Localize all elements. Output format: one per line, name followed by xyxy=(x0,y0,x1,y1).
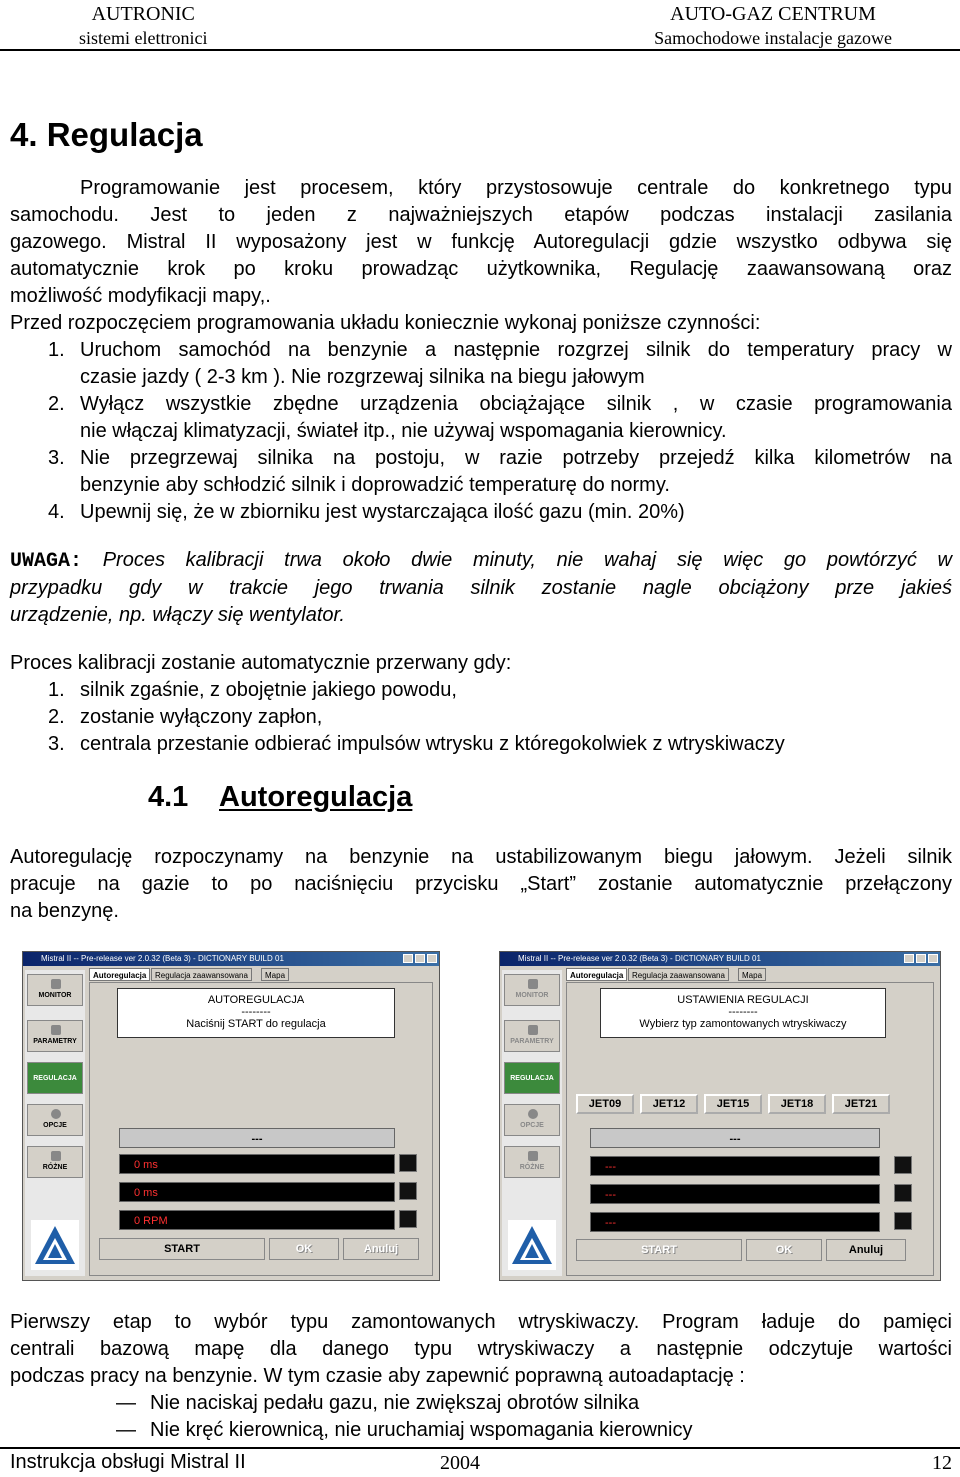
step-line: benzynie aby schłodzić silnik i doprowadzić temperaturę do normy. xyxy=(80,474,670,496)
cancel-button[interactable]: Anuluj xyxy=(343,1238,419,1260)
indicator-square xyxy=(894,1156,912,1174)
indicator-square xyxy=(399,1154,417,1172)
sidebar-regulacja[interactable] xyxy=(504,1062,560,1094)
wrench-icon xyxy=(51,1025,61,1035)
sidebar-opcje[interactable] xyxy=(504,1104,560,1136)
header-right xyxy=(654,2,892,50)
sidebar-monitor[interactable] xyxy=(27,974,83,1006)
start-button[interactable]: START xyxy=(99,1238,265,1260)
status-field: --- xyxy=(590,1128,880,1148)
stage-line: centrali bazową mapę dla danego typu wtryskiwaczy a następnie odczytuje wartości xyxy=(10,1338,952,1360)
intro-line: automatycznie krok po kroku prowadząc użytkownika, Regulację zaawansowaną oraz xyxy=(10,258,952,280)
info-separator: -------- xyxy=(241,1006,271,1018)
sidebar-label: PARAMETRY xyxy=(510,1038,554,1045)
stage-line: Pierwszy etap to wybór typu zamontowanych wtryskiwaczy. Program ładuje do pamięci xyxy=(10,1311,952,1333)
monitor-icon xyxy=(528,979,538,989)
step-line: czasie jazdy ( 2-3 km ). Nie rozgrzewaj silnika na biegu jałowym xyxy=(80,366,645,388)
section-title: 4. Regulacja xyxy=(10,116,203,153)
jet09-button[interactable]: JET09 xyxy=(576,1094,634,1114)
bullet-item xyxy=(10,1390,952,1417)
info-separator: -------- xyxy=(728,1006,758,1018)
sidebar-label: REGULACJA xyxy=(33,1075,77,1082)
sidebar-label: RÓŻNE xyxy=(519,1164,545,1171)
value-field-injection: 0 ms xyxy=(119,1154,395,1174)
value-field: --- xyxy=(590,1212,880,1232)
minimize-icon[interactable] xyxy=(403,954,413,963)
stage-paragraph xyxy=(10,1309,952,1444)
stage-line: podczas pracy na benzynie. W tym czasie aby zapewnić poprawną autoadaptację : xyxy=(10,1365,745,1387)
warning-block xyxy=(10,547,952,629)
screenshot-ustawienia xyxy=(499,951,941,1281)
jet15-button[interactable]: JET15 xyxy=(704,1094,762,1114)
abort-item xyxy=(10,731,952,758)
bullet-dash: — xyxy=(116,1419,136,1441)
sidebar-rozne[interactable] xyxy=(504,1146,560,1178)
step-item xyxy=(10,445,952,499)
abort-text: centrala przestanie odbierać impulsów wtrysku z któregokolwiek z wtryskiwaczy xyxy=(80,733,785,755)
abort-number: 3. xyxy=(48,733,65,755)
abort-item xyxy=(10,677,952,704)
step-line: Wyłącz wszystkie zbędne urządzenia obciążające silnik , w czasie programowania xyxy=(80,393,952,415)
close-icon[interactable] xyxy=(928,954,938,963)
step-number: 3. xyxy=(48,447,65,469)
window-title: Mistral II -- Pre-release ver 2.0.32 (Beta 3) - DICTIONARY BUILD 01 xyxy=(500,952,940,966)
abort-number: 2. xyxy=(48,706,65,728)
step-number: 1. xyxy=(48,339,65,361)
window-title: Mistral II -- Pre-release ver 2.0.32 (Beta 3) - DICTIONARY BUILD 01 xyxy=(23,952,439,966)
tools-icon xyxy=(51,1151,61,1161)
indicator-square xyxy=(399,1210,417,1228)
autoreg-line: pracuje na gazie to po naciśnięciu przycisku „Start” zostanie automatycznie przełączony xyxy=(10,873,952,895)
before-heading: Przed rozpoczęciem programowania układu koniecznie wykonaj poniższe czynności: xyxy=(10,312,761,334)
sidebar-label: PARAMETRY xyxy=(33,1038,77,1045)
warning-line: Proces kalibracji trwa około dwie minuty, nie wahaj się więc go powtórzyć w xyxy=(82,549,952,571)
start-button[interactable]: START xyxy=(576,1239,742,1261)
autoreg-line: Autoregulację rozpoczynamy na benzynie na ustabilizowanym biegu jałowym. Jeżeli silnik xyxy=(10,846,952,868)
header-left-title: AUTRONIC xyxy=(91,3,195,25)
tab-mapa[interactable]: Mapa xyxy=(261,968,289,981)
sidebar-label: OPCJE xyxy=(43,1122,67,1129)
warning-label: UWAGA: xyxy=(10,550,83,573)
step-number: 2. xyxy=(48,393,65,415)
tab-regulacja-zaawansowana[interactable]: Regulacja zaawansowana xyxy=(628,968,729,981)
info-box xyxy=(117,988,395,1038)
indicator-square xyxy=(894,1212,912,1230)
abort-item xyxy=(10,704,952,731)
abort-text: zostanie wyłączony zapłon, xyxy=(80,706,323,728)
header-left-subtitle: sistemi elettronici xyxy=(79,28,208,48)
info-title: USTAWIENIA REGULACJI xyxy=(677,994,809,1006)
intro-line: samochodu. Jest to jeden z najważniejszych etapów podczas instalacji zasilania xyxy=(10,204,952,226)
sidebar-label: MONITOR xyxy=(515,992,549,999)
ok-button[interactable]: OK xyxy=(269,1238,339,1260)
step-line: Uruchom samochód na benzynie a następnie rozgrzej silnik do temperatury pracy w xyxy=(80,339,952,361)
autoreg-line: na benzynę. xyxy=(10,900,119,922)
footer-year: 2004 xyxy=(440,1452,480,1474)
autoreg-paragraph xyxy=(10,844,952,925)
value-field: --- xyxy=(590,1184,880,1204)
status-field: --- xyxy=(119,1128,395,1148)
sidebar xyxy=(25,970,85,1276)
value-field-time: 0 ms xyxy=(119,1182,395,1202)
tab-regulacja-zaawansowana[interactable]: Regulacja zaawansowana xyxy=(151,968,252,981)
jet21-button[interactable]: JET21 xyxy=(832,1094,890,1114)
sidebar-opcje[interactable] xyxy=(27,1104,83,1136)
abort-block xyxy=(10,650,952,758)
sidebar-monitor[interactable] xyxy=(504,974,560,1006)
step-item xyxy=(10,337,952,391)
bullet-dash: — xyxy=(116,1392,136,1414)
tools-icon xyxy=(528,1151,538,1161)
header-right-title: AUTO-GAZ CENTRUM xyxy=(670,3,876,25)
abort-text: silnik zgaśnie, z obojętnie jakiego powodu, xyxy=(80,679,457,701)
sidebar-parametry[interactable] xyxy=(27,1020,83,1052)
bullet-text: Nie naciskaj pedału gazu, nie zwiększaj obrotów silnika xyxy=(150,1392,640,1414)
tab-autoregulacja[interactable]: Autoregulacja xyxy=(89,968,150,981)
close-icon[interactable] xyxy=(427,954,437,963)
page-number: 12 xyxy=(932,1452,952,1474)
sidebar xyxy=(502,970,562,1276)
header-rule xyxy=(0,49,960,51)
info-box xyxy=(600,988,886,1038)
cancel-button[interactable]: Anuluj xyxy=(826,1239,906,1261)
step-line: Upewnij się, że w zbiorniku jest wystarczająca ilość gazu (min. 20%) xyxy=(80,501,685,523)
steps-list xyxy=(10,337,952,526)
maximize-icon[interactable] xyxy=(916,954,926,963)
indicator-square xyxy=(894,1184,912,1202)
gear-icon xyxy=(51,1109,61,1119)
monitor-icon xyxy=(51,979,61,989)
info-text: Wybierz typ zamontowanych wtryskiwaczy xyxy=(639,1018,847,1030)
indicator-square xyxy=(399,1182,417,1200)
intro-paragraph xyxy=(10,175,952,337)
sidebar-label: OPCJE xyxy=(520,1122,544,1129)
subsection-title: Autoregulacja xyxy=(219,781,413,813)
sidebar-label: REGULACJA xyxy=(510,1075,554,1082)
sidebar-rozne[interactable] xyxy=(27,1146,83,1178)
maximize-icon[interactable] xyxy=(415,954,425,963)
sidebar-parametry[interactable] xyxy=(504,1020,560,1052)
info-title: AUTOREGULACJA xyxy=(207,994,305,1006)
value-field-rpm: 0 RPM xyxy=(119,1210,395,1230)
autronic-logo-icon xyxy=(31,1220,79,1270)
jet12-button[interactable]: JET12 xyxy=(640,1094,698,1114)
sidebar-label: RÓŻNE xyxy=(42,1164,68,1171)
wrench-icon xyxy=(528,1025,538,1035)
step-item xyxy=(10,391,952,445)
footer-left: Instrukcja obsługi Mistral II xyxy=(10,1451,246,1473)
sidebar-regulacja[interactable] xyxy=(27,1062,83,1094)
bullet-item xyxy=(10,1417,952,1444)
gear-icon xyxy=(528,1109,538,1119)
value-field: --- xyxy=(590,1156,880,1176)
abort-heading: Proces kalibracji zostanie automatycznie przerwany gdy: xyxy=(10,652,512,674)
intro-line: Programowanie jest procesem, który przystosowuje centrale do konkretnego typu xyxy=(80,177,952,199)
step-line: nie włączaj klimatyzacji, świateł itp., nie używaj wspomagania kierownicy. xyxy=(80,420,727,442)
subsection-number: 4.1 xyxy=(148,781,189,813)
intro-line: możliwość modyfikacji mapy,. xyxy=(10,285,271,307)
header-left xyxy=(79,2,207,50)
intro-line: gazowego. Mistral II wyposażony jest w funkcję Autoregulacji gdzie wszystko odbywa się xyxy=(10,231,952,253)
sidebar-label: MONITOR xyxy=(38,992,72,999)
info-text: Naciśnij START do regulacja xyxy=(186,1018,326,1030)
step-item xyxy=(10,499,952,526)
ok-button[interactable]: OK xyxy=(746,1239,822,1261)
step-number: 4. xyxy=(48,501,65,523)
tab-autoregulacja[interactable]: Autoregulacja xyxy=(566,968,627,981)
step-line: Nie przegrzewaj silnika na postoju, w razie potrzeby przejedź kilka kilometrów na xyxy=(80,447,952,469)
minimize-icon[interactable] xyxy=(904,954,914,963)
header-right-subtitle: Samochodowe instalacje gazowe xyxy=(654,28,892,48)
abort-number: 1. xyxy=(48,679,65,701)
bullet-text: Nie kręć kierownicą, nie uruchamiaj wspomagania kierownicy xyxy=(150,1419,693,1441)
tab-mapa[interactable]: Mapa xyxy=(738,968,766,981)
warning-line: urządzenie, np. włączy się wentylator. xyxy=(10,604,345,626)
warning-line: przypadku gdy w trakcie jego trwania silnik zostanie nagle obciążony prze jakieś xyxy=(10,577,952,599)
autronic-logo-icon xyxy=(508,1220,556,1270)
screenshot-autoregulacja xyxy=(22,951,440,1281)
jet18-button[interactable]: JET18 xyxy=(768,1094,826,1114)
